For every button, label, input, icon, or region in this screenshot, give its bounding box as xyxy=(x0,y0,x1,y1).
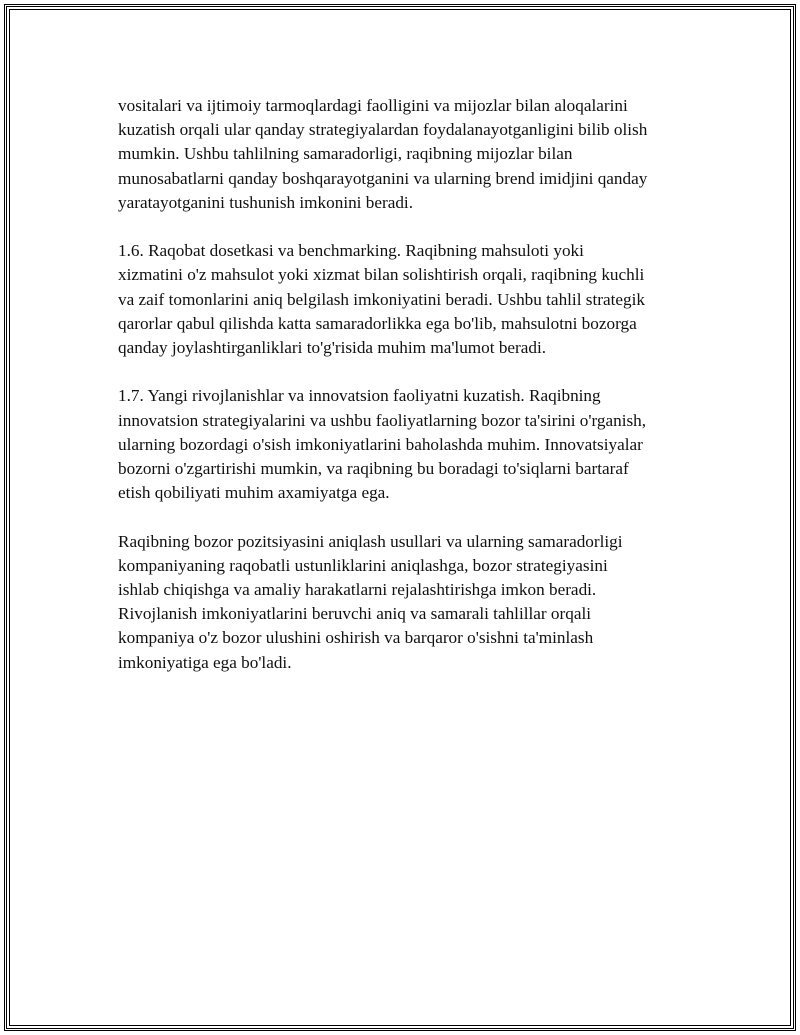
paragraph-innovation-tracking: 1.7. Yangi rivojlanishlar va innovatsion faoliyatni kuzatish. Raqibning innovatsion strategiyalarini va ushbu faoliyatlarning bozor ta'sirini o'rganish, ularning bozordagi o'sish imkoniyatlarini baholashda muhim. Innovatsiyalar bozorni o'zgartirishi mumkin, va raqibning bu boradagi to'siqlarni bartaraf etish qobiliyati muhim axamiyatga ega. xyxy=(118,386,647,503)
document-body xyxy=(118,94,698,699)
paragraph-benchmarking: 1.6. Raqobat dosetkasi va benchmarking. Raqibning mahsuloti yoki xizmatini o'z mahsulot yoki xizmat bilan solishtirish orqali, raqibning kuchli va zaif tomonlarini aniq belgilash imkoniyatini beradi. Ushbu tahlil strategik qarorlar qabul qilishda katta samaradorlikka ega bo'lib, mahsulotni bozorga qanday joylashtirganliklari to'g'risida muhim ma'lumot beradi. xyxy=(118,241,645,358)
paragraph-social-media-monitoring: vositalari va ijtimoiy tarmoqlardagi faolligini va mijozlar bilan aloqalarini kuzatish orqali ular qanday strategiyalardan foydalanayotganligini bilib olish mumkin. Ushbu tahlilning samaradorligi, raqibning mijozlar bilan munosabatlarni qanday boshqarayotganini va ularning brend imidjini qanday yaratayotganini tushunish imkonini beradi. xyxy=(118,96,648,212)
paragraph-conclusion: Raqibning bozor pozitsiyasini aniqlash usullari va ularning samaradorligi kompaniyaning raqobatli ustunliklarini aniqlashga, bozor strategiyasini ishlab chiqishga va amaliy harakatlarni rejalashtirishga imkon beradi. Rivojlanish imkoniyatlarini beruvchi aniq va samarali tahlillar orqali kompaniya o'z bozor ulushini oshirish va barqaror o'sishni ta'minlash imkoniyatiga ega bo'ladi. xyxy=(118,531,623,672)
